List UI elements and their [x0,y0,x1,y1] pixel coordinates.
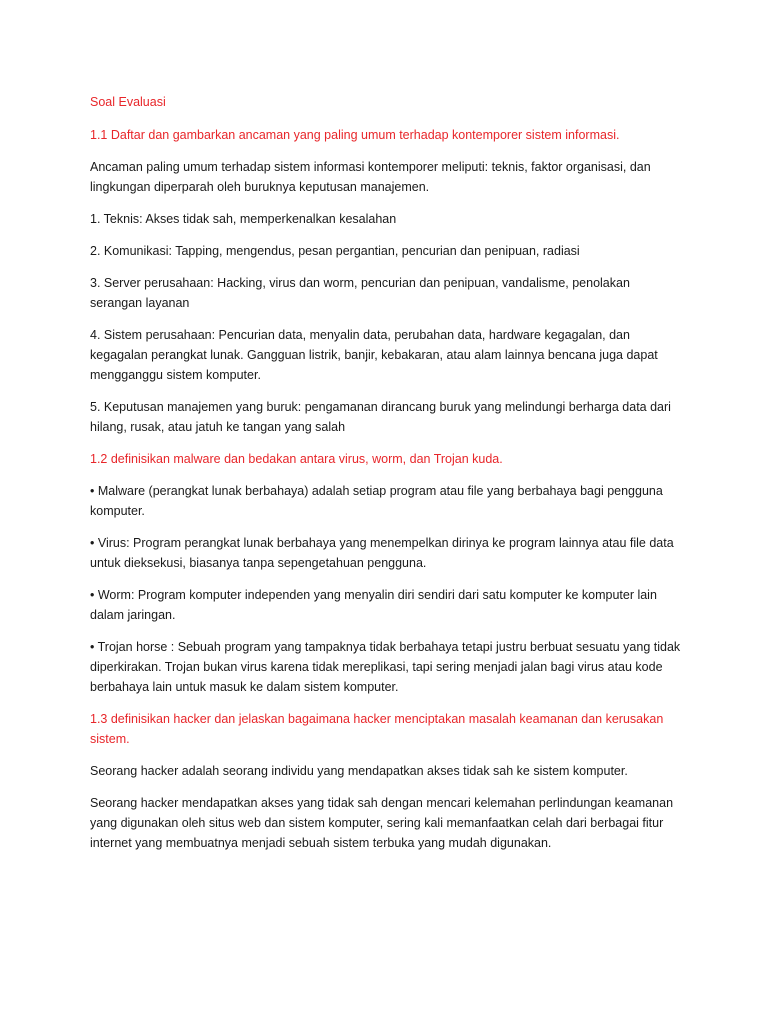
section-1-1 [90,125,684,437]
section-1-3 [90,709,684,853]
section-heading: 1.1 Daftar dan gambarkan ancaman yang paling umum terhadap kontemporer sistem informasi. [90,128,620,142]
list-item: 1. Teknis: Akses tidak sah, memperkenalkan kesalahan [90,212,397,226]
list-item: 2. Komunikasi: Tapping, mengendus, pesan pergantian, pencurian dan penipuan, radiasi [90,244,580,258]
paragraph: Seorang hacker adalah seorang individu yang mendapatkan akses tidak sah ke sistem komputer. [90,764,628,778]
document-page [90,92,684,865]
document-title: Soal Evaluasi [90,95,166,109]
bullet-item: • Trojan horse : Sebuah program yang tampaknya tidak berbahaya tetapi justru berbuat sesuatu yang tidak diperkirakan. Trojan bukan virus karena tidak mereplikasi, tapi sering menjadi jalan bagi virus atau kode berbahaya lain untuk masuk ke dalam sistem komputer. [90,640,681,694]
list-item: 4. Sistem perusahaan: Pencurian data, menyalin data, perubahan data, hardware kegagalan, dan kegagalan perangkat lunak. Gangguan listrik, banjir, kebakaran, atau alam lainnya bencana juga dapat mengganggu sistem komputer. [90,328,658,382]
section-heading: 1.3 definisikan hacker dan jelaskan bagaimana hacker menciptakan masalah keamanan dan kerusakan sistem. [90,712,664,746]
bullet-item: • Malware (perangkat lunak berbahaya) adalah setiap program atau file yang berbahaya bagi pengguna komputer. [90,484,663,518]
list-item: 5. Keputusan manajemen yang buruk: pengamanan dirancang buruk yang melindungi berharga data dari hilang, rusak, atau jatuh ke tangan yang salah [90,400,671,434]
section-heading: 1.2 definisikan malware dan bedakan antara virus, worm, dan Trojan kuda. [90,452,503,466]
paragraph: Seorang hacker mendapatkan akses yang tidak sah dengan mencari kelemahan perlindungan keamanan yang digunakan oleh situs web dan sistem komputer, sering kali memanfaatkan celah dari berbagai fitur internet yang membuatnya menjadi sebuah sistem terbuka yang mudah digunakan. [90,796,674,850]
bullet-item: • Virus: Program perangkat lunak berbahaya yang menempelkan dirinya ke program lainnya atau file data untuk dieksekusi, biasanya tanpa sepengetahuan pengguna. [90,536,674,570]
list-item: 3. Server perusahaan: Hacking, virus dan worm, pencurian dan penipuan, vandalisme, penolakan serangan layanan [90,276,630,310]
bullet-item: • Worm: Program komputer independen yang menyalin diri sendiri dari satu komputer ke komputer lain dalam jaringan. [90,588,657,622]
section-1-2 [90,449,684,697]
paragraph: Ancaman paling umum terhadap sistem informasi kontemporer meliputi: teknis, faktor organisasi, dan lingkungan diperparah oleh buruknya keputusan manajemen. [90,160,651,194]
